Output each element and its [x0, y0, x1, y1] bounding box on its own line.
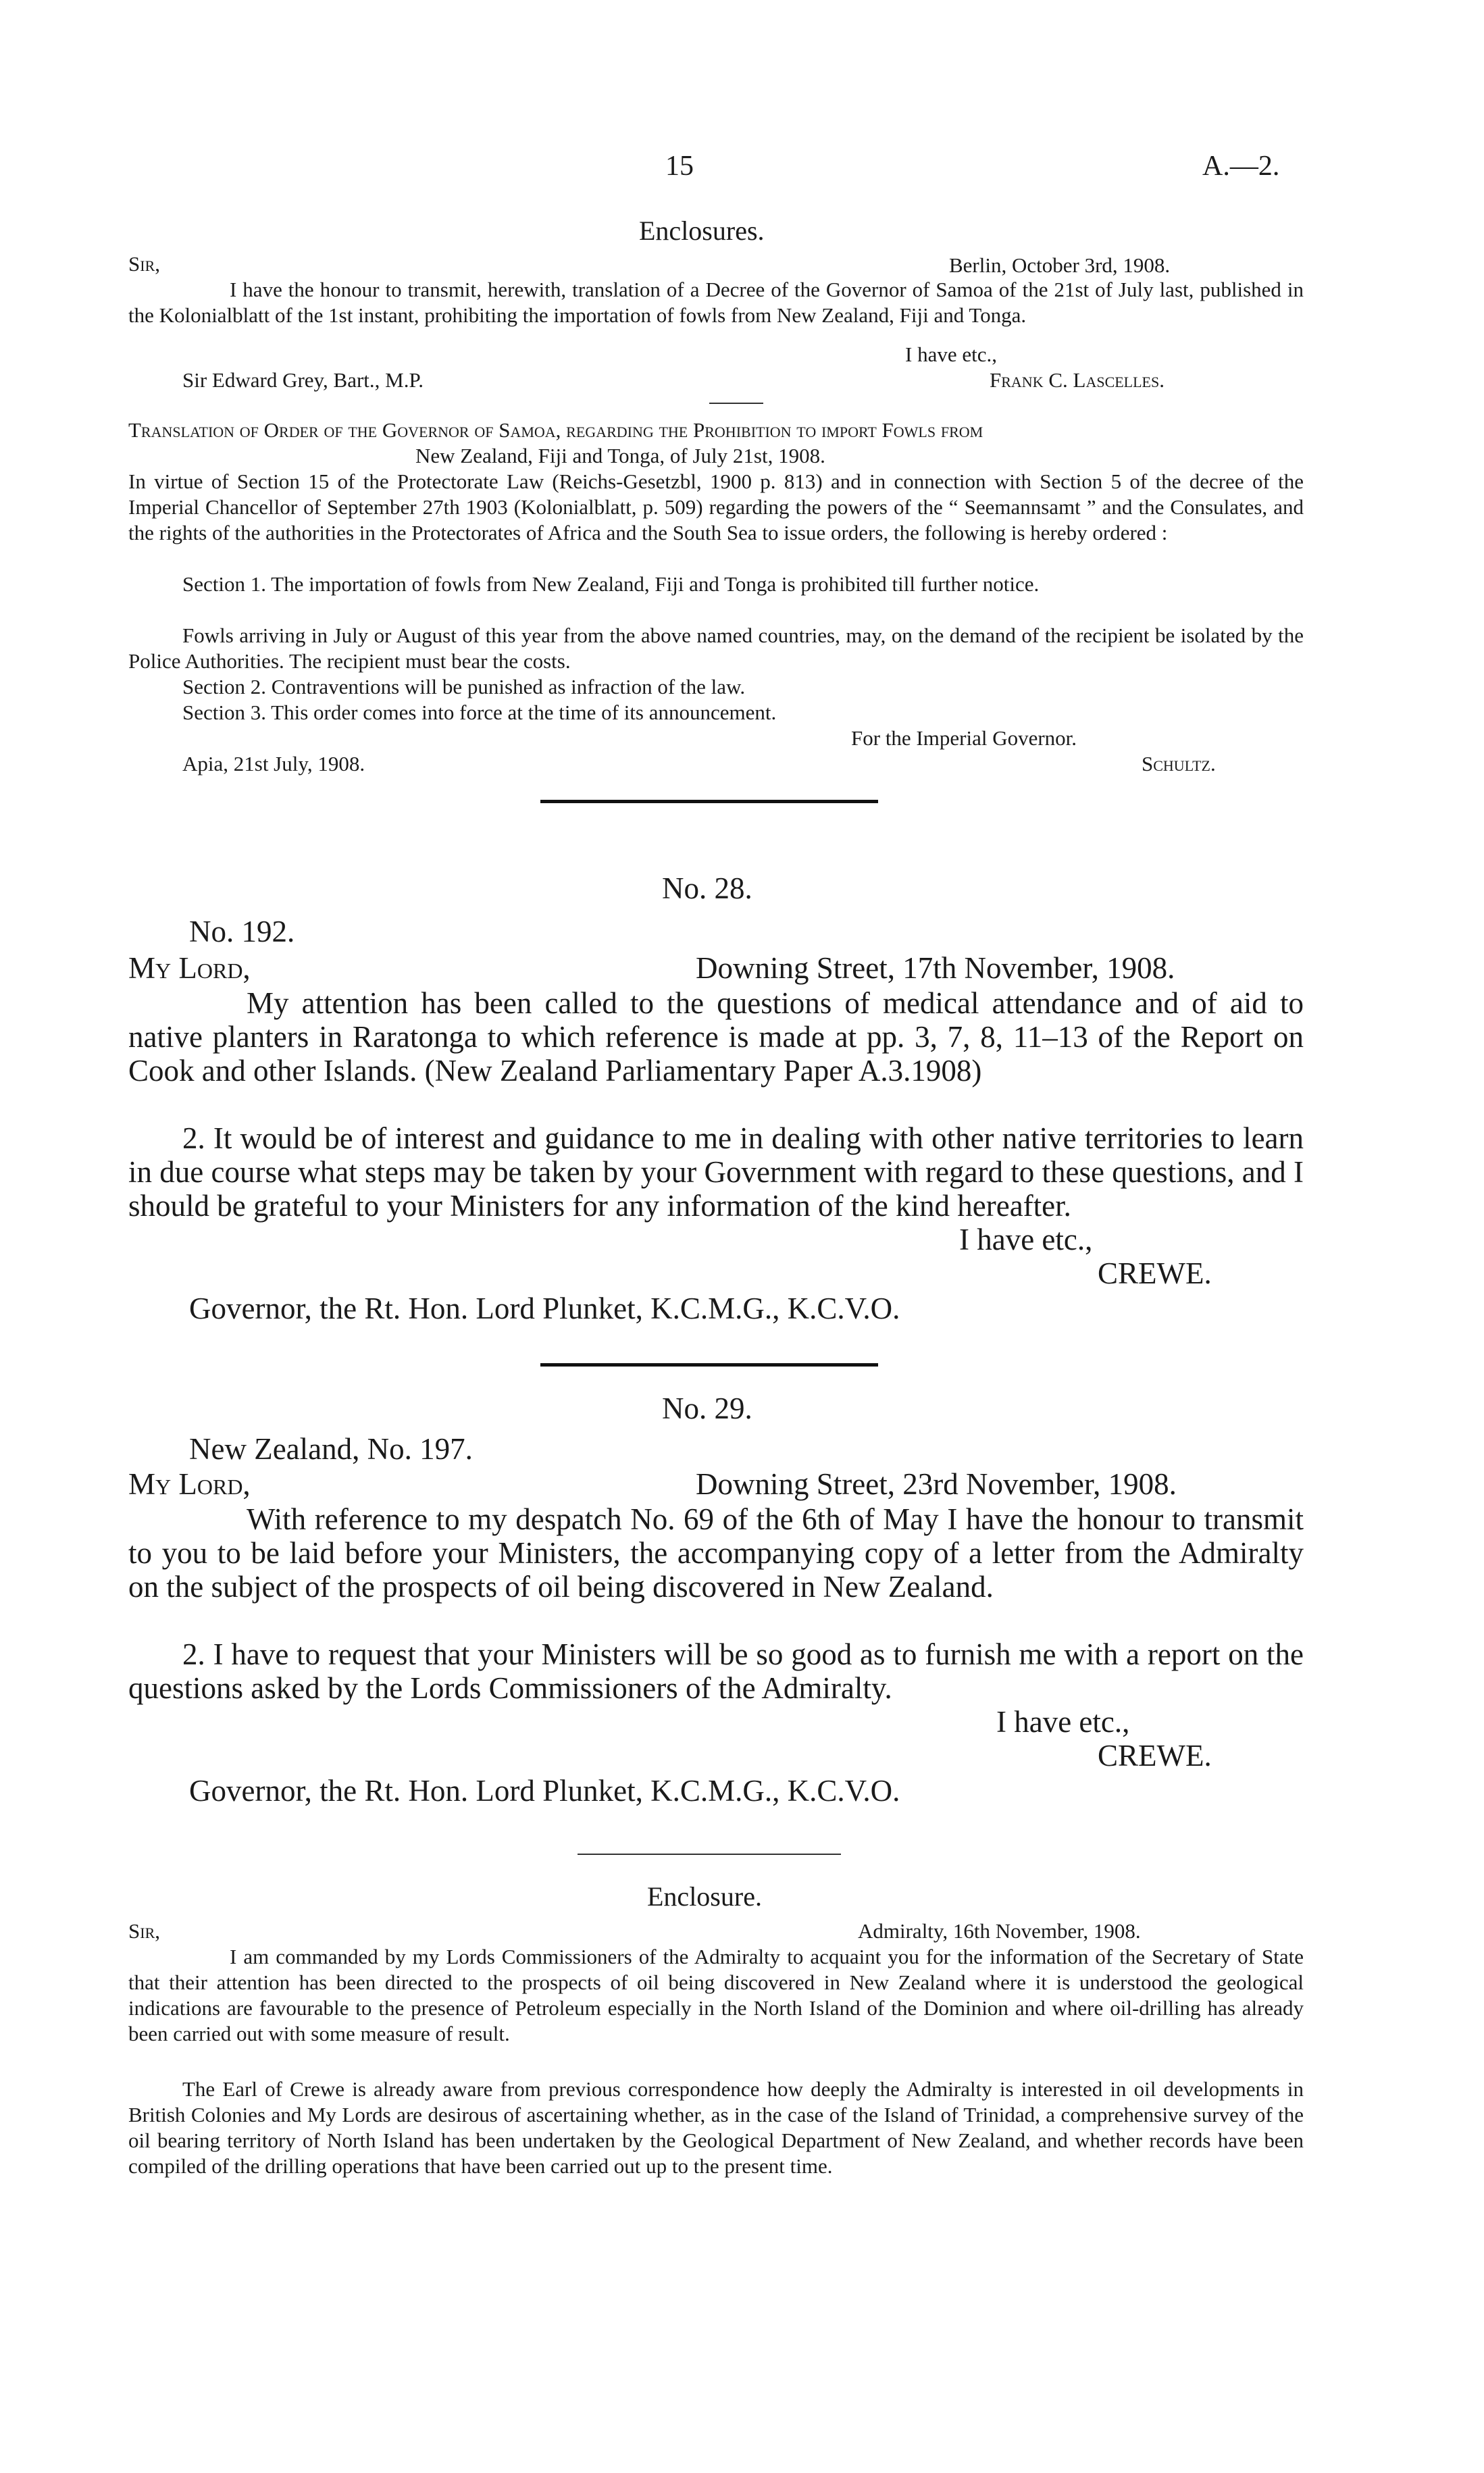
closing: I have etc.,	[996, 1705, 1130, 1739]
place-date: Berlin, October 3rd, 1908.	[949, 253, 1171, 277]
salutation: My Lord,	[128, 1467, 251, 1501]
paragraph-2: The Earl of Crewe is already aware from previous correspondence how deeply the Admiralty is interested in oil developments in British Colonies and My Lords are desirous of ascertaining whether, as in the case of the Island of Trinidad, a comprehensive survey of the oil bearing territory of North Island has been undertaken by the Geological Department of New Zealand, and whether records have been compiled of the drilling operations that have been carried out up to the present time.	[128, 2077, 1304, 2178]
closing: I have etc.,	[905, 342, 997, 366]
signature: Schultz.	[1142, 752, 1216, 775]
section-2: Section 2. Contraventions will be punished as infraction of the law.	[182, 675, 746, 698]
section-3: Section 3. This order comes into force at the time of its announcement.	[182, 700, 777, 724]
place-date: Admiralty, 16th November, 1908.	[858, 1919, 1141, 1943]
paragraph-2: 2. It would be of interest and guidance to me in dealing with other native territories to learn in due course what steps may be taken by your Government with regard to these questions, and I should be grateful to your Ministers for any information of the kind hereafter.	[128, 1121, 1304, 1223]
divider	[709, 403, 763, 404]
enclosure-heading: Enclosure.	[647, 1881, 762, 1912]
translation-intro: In virtue of Section 15 of the Protectorate Law (Reichs-Gesetzbl, 1900 p. 813) and in connection with Section 5 of the decree of the Imperial Chancellor of September 27th 1903 (Kolonialblatt, p. 509) regarding the powers of the “ Seemannsamt ” and the Consulates, and the rights of the authorities in the Protectorates of Africa and the South Sea to issue orders, the following is hereby ordered :	[128, 469, 1304, 544]
addressee: Sir Edward Grey, Bart., M.P.	[182, 368, 424, 392]
page-number: 15	[665, 151, 694, 182]
section-1: Section 1. The importation of fowls from New Zealand, Fiji and Tonga is prohibited till further notice.	[182, 572, 1040, 596]
divider	[578, 1854, 841, 1855]
place-date: Downing Street, 17th November, 1908.	[696, 951, 1175, 985]
signature: Frank C. Lascelles.	[990, 368, 1165, 392]
despatch-reference: No. 192.	[189, 915, 295, 948]
despatch-reference: New Zealand, No. 197.	[189, 1432, 473, 1466]
paragraph-1: I am commanded by my Lords Commissioners of the Admiralty to acquaint you for the information of the Secretary of State that their attention has been directed to the prospects of oil being discovered in New Zealand where it is understood the geological indications are favourable to the presence of Petroleum especially in the North Island of the Dominion and where oil-drilling has already been carried out with some measure of result.	[128, 1945, 1304, 2045]
section-rule	[540, 800, 878, 803]
section-rule	[540, 1363, 878, 1367]
place-date: Downing Street, 23rd November, 1908.	[696, 1467, 1177, 1501]
addressee: Governor, the Rt. Hon. Lord Plunket, K.C.M.G., K.C.V.O.	[189, 1292, 900, 1325]
section-1-detail: Fowls arriving in July or August of this year from the above named countries, may, on the demand of the recipient be isolated by the Police Authorities. The recipient must bear the costs.	[128, 623, 1304, 673]
paragraph-1: With reference to my despatch No. 69 of the 6th of May I have the honour to transmit to you to be laid before your Ministers, the accompanying copy of a letter from the Admiralty on the subject of the prospects of oil being discovered in New Zealand.	[128, 1502, 1304, 1604]
translation-subtitle: New Zealand, Fiji and Tonga, of July 21st, 1908.	[415, 444, 825, 467]
letter-number: No. 29.	[662, 1392, 752, 1425]
salutation: Sir,	[128, 1919, 160, 1943]
series-number: A.—2.	[1202, 151, 1280, 182]
salutation: Sir,	[128, 252, 160, 276]
enclosures-heading: Enclosures.	[639, 215, 765, 246]
signature: CREWE.	[1098, 1739, 1212, 1773]
paragraph-1: My attention has been called to the questions of medical attendance and of aid to native planters in Raratonga to which reference is made at pp. 3, 7, 8, 11–13 of the Report on Cook and other Islands. (New Zealand Parliamentary Paper A.3.1908)	[128, 986, 1304, 1088]
addressee: Governor, the Rt. Hon. Lord Plunket, K.C.M.G., K.C.V.O.	[189, 1774, 900, 1808]
paragraph-2: 2. I have to request that your Ministers will be so good as to furnish me with a report on the questions asked by the Lords Commissioners of the Admiralty.	[128, 1637, 1304, 1705]
signature: CREWE.	[1098, 1256, 1212, 1290]
translation-title: Translation of Order of the Governor of Samoa, regarding the Prohibition to import Fowls from	[128, 418, 983, 442]
salutation: My Lord,	[128, 951, 251, 985]
letter-body: I have the honour to transmit, herewith, translation of a Decree of the Governor of Samoa of the 21st of July last, published in the Kolonialblatt of the 1st instant, prohibiting the importation of fowls from New Zealand, Fiji and Tonga.	[128, 278, 1304, 327]
closing: I have etc.,	[959, 1223, 1093, 1256]
for-governor: For the Imperial Governor.	[851, 726, 1077, 750]
place-date: Apia, 21st July, 1908.	[182, 752, 365, 775]
letter-number: No. 28.	[662, 871, 752, 905]
